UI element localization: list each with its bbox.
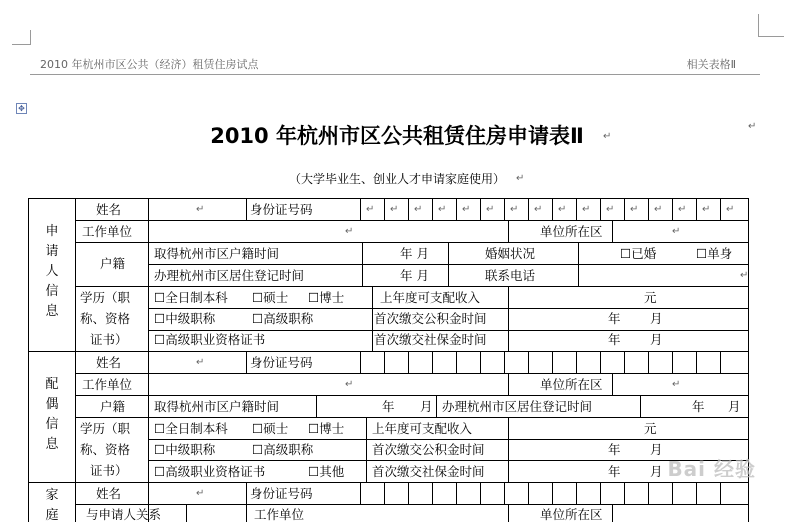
digit-cell (648, 351, 649, 373)
spouse-name-label: 姓名 (96, 355, 122, 370)
row-line (75, 395, 748, 396)
family-name-label: 姓名 (96, 486, 122, 501)
col-line (448, 242, 449, 286)
digit-cell (480, 198, 481, 220)
table-border-left (28, 198, 29, 522)
name-label: 姓名 (96, 202, 122, 217)
paragraph-mark: ↵ (510, 204, 519, 215)
col-line (246, 198, 247, 220)
spouse-doctor-checkbox[interactable]: ☐博士 (308, 421, 345, 436)
spouse-id-number-label: 身份证号码 (250, 355, 313, 370)
col-line (508, 286, 509, 351)
col-line (362, 242, 363, 286)
digit-cell (552, 482, 553, 504)
table-border-top (28, 198, 748, 199)
family-unit-district-label: 单位所在区 (540, 507, 603, 522)
digit-cell (624, 198, 625, 220)
spouse-master-checkbox[interactable]: ☐硕士 (252, 421, 289, 436)
edu-label-line1: 学历（职 (80, 290, 131, 305)
paragraph-mark: ↵ (345, 226, 354, 237)
col-line (186, 504, 187, 522)
family-work-unit-label: 工作单位 (254, 507, 305, 522)
row-line (148, 330, 748, 331)
spouse-full-time-undergrad-checkbox[interactable]: ☐全日制本科 (154, 421, 228, 436)
paragraph-mark: ↵ (196, 204, 205, 215)
year-month: 年 月 (400, 268, 429, 283)
work-unit-label: 工作单位 (82, 224, 133, 239)
digit-cell (552, 351, 553, 373)
digit-cell (408, 198, 409, 220)
digit-cell (528, 482, 529, 504)
month-label: 月 (650, 311, 663, 326)
crop-mark-left (12, 30, 31, 45)
month-label: 月 (420, 399, 433, 414)
yuan-label: 元 (644, 421, 657, 436)
col-line (508, 373, 509, 395)
edu-label-line2: 称、资格 (80, 311, 131, 326)
spouse-first-housing-fund-label: 首次缴交公积金时间 (372, 442, 485, 457)
col-line (508, 220, 509, 242)
paragraph-mark: ↵ (606, 204, 615, 215)
year-label: 年 (608, 332, 621, 347)
marital-status-label: 婚姻状况 (485, 246, 536, 261)
year-label: 年 (608, 442, 621, 457)
digit-cell (456, 351, 457, 373)
edu-label-line3: 证书） (90, 463, 128, 478)
section-label-family: 家 庭 (45, 488, 59, 523)
paragraph-mark: ↵ (345, 379, 354, 390)
col-line (360, 482, 361, 504)
digit-cell (624, 482, 625, 504)
year-label: 年 (692, 399, 705, 414)
row-line (75, 373, 748, 374)
digit-cell (456, 198, 457, 220)
residence-reg-time-label: 办理杭州市区居住登记时间 (154, 268, 305, 283)
col-line (436, 395, 437, 417)
digit-cell (432, 198, 433, 220)
senior-vocational-checkbox[interactable]: ☐高级职业资格证书 (154, 332, 266, 347)
month-label: 月 (650, 332, 663, 347)
paragraph-mark: ↵ (702, 204, 711, 215)
digit-cell (672, 198, 673, 220)
digit-cell (408, 351, 409, 373)
year-label: 年 (608, 464, 621, 479)
col-line (366, 417, 367, 482)
month-label: 月 (728, 399, 741, 414)
digit-cell (576, 198, 577, 220)
section-divider (28, 482, 748, 483)
paragraph-mark: ↵ (603, 131, 612, 142)
digit-cell (504, 351, 505, 373)
paragraph-mark: ↵ (630, 204, 639, 215)
paragraph-mark: ↵ (534, 204, 543, 215)
col-line (148, 351, 149, 482)
col-line (246, 482, 247, 522)
paragraph-mark: ↵ (516, 173, 525, 184)
contact-phone-label: 联系电话 (485, 268, 536, 283)
month-label: 月 (650, 464, 663, 479)
digit-cell (576, 351, 577, 373)
digit-cell (720, 198, 721, 220)
col-line (508, 417, 509, 482)
page-title: 2010 年杭州市区公共租赁住房申请表Ⅱ (210, 124, 584, 148)
digit-cell (672, 351, 673, 373)
spouse-intermediate-title-checkbox[interactable]: ☐中级职称 (154, 442, 216, 457)
digit-cell (480, 482, 481, 504)
single-checkbox[interactable]: ☐单身 (696, 246, 733, 261)
married-checkbox[interactable]: ☐已婚 (620, 246, 657, 261)
get-hukou-time-label: 取得杭州市区户籍时间 (154, 246, 280, 261)
paragraph-mark: ↵ (740, 270, 749, 281)
col-line (148, 198, 149, 351)
row-line (75, 220, 748, 221)
paragraph-mark: ↵ (438, 204, 447, 215)
intermediate-title-checkbox[interactable]: ☐中级职称 (154, 311, 216, 326)
digit-cell (576, 482, 577, 504)
digit-cell (720, 482, 721, 504)
row-line (75, 417, 748, 418)
digit-cell (504, 198, 505, 220)
digit-cell (528, 351, 529, 373)
paragraph-mark: ↵ (414, 204, 423, 215)
digit-cell (720, 351, 721, 373)
col-line (612, 220, 613, 242)
digit-cell (600, 482, 601, 504)
digit-cell (528, 198, 529, 220)
col-line (640, 395, 641, 417)
section-label-spouse: 配 偶 信 息 (45, 377, 59, 452)
paragraph-mark: ↵ (672, 379, 681, 390)
digit-cell (624, 351, 625, 373)
digit-cell (600, 198, 601, 220)
family-id-number-label: 身份证号码 (250, 486, 313, 501)
watermark: Bai 经验 (667, 457, 756, 481)
spouse-first-social-security-label: 首次缴交社保金时间 (372, 464, 485, 479)
senior-title-checkbox[interactable]: ☐高级职称 (252, 311, 314, 326)
paragraph-mark: ↵ (654, 204, 663, 215)
col-line (612, 373, 613, 395)
header-rule (30, 74, 760, 75)
row-line (148, 308, 748, 309)
year-label: 年 (608, 311, 621, 326)
page-subtitle: （大学毕业生、创业人才申请家庭使用） (288, 172, 505, 186)
spouse-senior-title-checkbox[interactable]: ☐高级职称 (252, 442, 314, 457)
master-checkbox[interactable]: ☐硕士 (252, 290, 289, 305)
digit-cell (432, 482, 433, 504)
crop-mark-right (758, 14, 759, 36)
col-line (508, 504, 509, 522)
paragraph-mark: ↵ (726, 204, 735, 215)
first-housing-fund-label: 首次缴交公积金时间 (374, 311, 487, 326)
digit-cell (432, 351, 433, 373)
digit-cell (696, 482, 697, 504)
digit-cell (696, 198, 697, 220)
month-label: 月 (650, 442, 663, 457)
spouse-work-unit-label: 工作单位 (82, 377, 133, 392)
crop-mark-right-h (758, 36, 784, 37)
section-column-border (75, 198, 76, 522)
spouse-last-year-income-label: 上年度可支配收入 (372, 421, 473, 436)
digit-cell (552, 198, 553, 220)
spouse-get-hukou-time-label: 取得杭州市区户籍时间 (154, 399, 280, 414)
col-line (246, 351, 247, 373)
digit-cell (648, 482, 649, 504)
col-line (316, 395, 317, 417)
paragraph-mark: ↵ (390, 204, 399, 215)
spouse-senior-vocational-checkbox[interactable]: ☐高级职业资格证书 (154, 464, 266, 479)
spouse-other-checkbox[interactable]: ☐其他 (308, 464, 345, 479)
edu-label-line1: 学历（职 (80, 421, 131, 436)
col-line (360, 198, 361, 220)
paragraph-mark: ↵ (672, 226, 681, 237)
digit-cell (696, 351, 697, 373)
col-line (360, 351, 361, 373)
digit-cell (384, 482, 385, 504)
paragraph-mark: ↵ (462, 204, 471, 215)
id-number-label: 身份证号码 (250, 202, 313, 217)
digit-cell (384, 198, 385, 220)
edu-label-line3: 证书） (90, 332, 128, 347)
spouse-hukou-label: 户籍 (100, 399, 126, 414)
relation-to-applicant-label: 与申请人关系 (86, 507, 162, 522)
paragraph-mark: ↵ (366, 204, 375, 215)
col-line (612, 504, 613, 522)
header-right-text: 相关表格Ⅱ (686, 58, 736, 71)
paragraph-mark: ↵ (196, 488, 205, 499)
row-line (75, 286, 748, 287)
year-month: 年 月 (400, 246, 429, 261)
paragraph-mark: ↵ (486, 204, 495, 215)
row-line (75, 242, 748, 243)
spouse-unit-district-label: 单位所在区 (540, 377, 603, 392)
header-left-text: 2010 年杭州市区公共（经济）租赁住房试点 (40, 58, 259, 71)
digit-cell (648, 198, 649, 220)
first-social-security-label: 首次缴交社保金时间 (374, 332, 487, 347)
spouse-residence-reg-time-label: 办理杭州市区居住登记时间 (442, 399, 593, 414)
col-line (578, 242, 579, 286)
paragraph-mark: ↵ (748, 121, 757, 132)
paragraph-mark: ↵ (582, 204, 591, 215)
row-line (148, 460, 748, 461)
edu-label-line2: 称、资格 (80, 442, 131, 457)
digit-cell (408, 482, 409, 504)
row-line (75, 504, 748, 505)
doctor-checkbox[interactable]: ☐博士 (308, 290, 345, 305)
full-time-undergrad-checkbox[interactable]: ☐全日制本科 (154, 290, 228, 305)
hukou-label: 户籍 (100, 256, 126, 271)
digit-cell (480, 351, 481, 373)
paragraph-mark: ↵ (196, 357, 205, 368)
table-move-handle-icon[interactable]: ✥ (16, 103, 27, 114)
section-divider (28, 351, 748, 352)
digit-cell (384, 351, 385, 373)
paragraph-mark: ↵ (678, 204, 687, 215)
section-label-applicant: 申 请 人 信 息 (45, 224, 59, 319)
digit-cell (600, 351, 601, 373)
last-year-income-label: 上年度可支配收入 (380, 290, 481, 305)
yuan-label: 元 (644, 290, 657, 305)
paragraph-mark: ↵ (558, 204, 567, 215)
unit-district-label: 单位所在区 (540, 224, 603, 239)
col-line (372, 286, 373, 351)
digit-cell (456, 482, 457, 504)
year-label: 年 (382, 399, 395, 414)
row-line (148, 439, 748, 440)
digit-cell (672, 482, 673, 504)
digit-cell (504, 482, 505, 504)
